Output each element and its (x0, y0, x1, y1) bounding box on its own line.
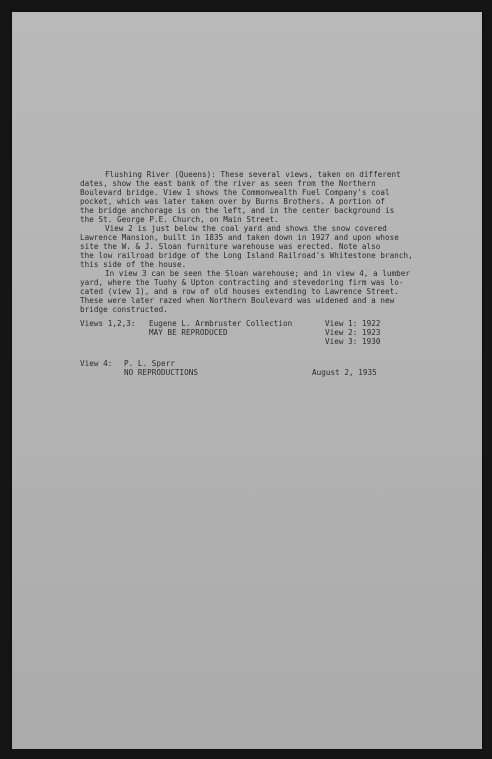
text-line: the bridge anchorage is on the left, and in the center background is (80, 206, 395, 215)
document-sheet (12, 12, 482, 749)
credit-label: Views 1,2,3: (80, 319, 136, 328)
text-line: pocket, which was later taken over by Burns Brothers. A portion of (80, 197, 386, 206)
text-line: site the W. & J. Sloan furniture warehouse was erected. Note also (80, 242, 381, 251)
credit-source: Eugene L. Armbruster Collection (149, 319, 293, 328)
text-line: dates, show the east bank of the river as seen from the Northern (80, 179, 376, 188)
text-line: this side of the house. (80, 260, 187, 269)
text-line: Flushing River (Queens): These several views, taken on different (105, 170, 401, 179)
typed-page (12, 12, 482, 749)
credit-date: August 2, 1935 (312, 368, 377, 377)
view-date: View 2: 1923 (325, 328, 381, 337)
credit-label: View 4: (80, 359, 113, 368)
view-date: View 1: 1922 (325, 319, 381, 328)
text-line: In view 3 can be seen the Sloan warehouse; and in view 4, a lumber (105, 269, 411, 278)
credit-rights: MAY BE REPRODUCED (149, 328, 228, 337)
text-line: Lawrence Mansion, built in 1835 and taken down in 1927 and upon whose (80, 233, 399, 242)
text-line: These were later razed when Northern Boulevard was widened and a new (80, 296, 395, 305)
text-line: bridge constructed. (80, 305, 168, 314)
credit-source: P. L. Sperr (124, 359, 175, 368)
text-line: View 2 is just below the coal yard and shows the snow covered (105, 224, 387, 233)
text-line: Boulevard bridge. View 1 shows the Commonwealth Fuel Company's coal (80, 188, 390, 197)
view-date: View 3: 1930 (325, 337, 381, 346)
text-line: the low railroad bridge of the Long Island Railroad's Whitestone branch, (80, 251, 413, 260)
credit-rights: NO REPRODUCTIONS (124, 368, 198, 377)
text-line: cated (view 1), and a row of old houses extending to Lawrence Street. (80, 287, 399, 296)
text-line: yard, where the Tuohy & Upton contracting and stevedoring firm was lo- (80, 278, 404, 287)
text-line: the St. George P.E. Church, on Main Street. (80, 215, 279, 224)
